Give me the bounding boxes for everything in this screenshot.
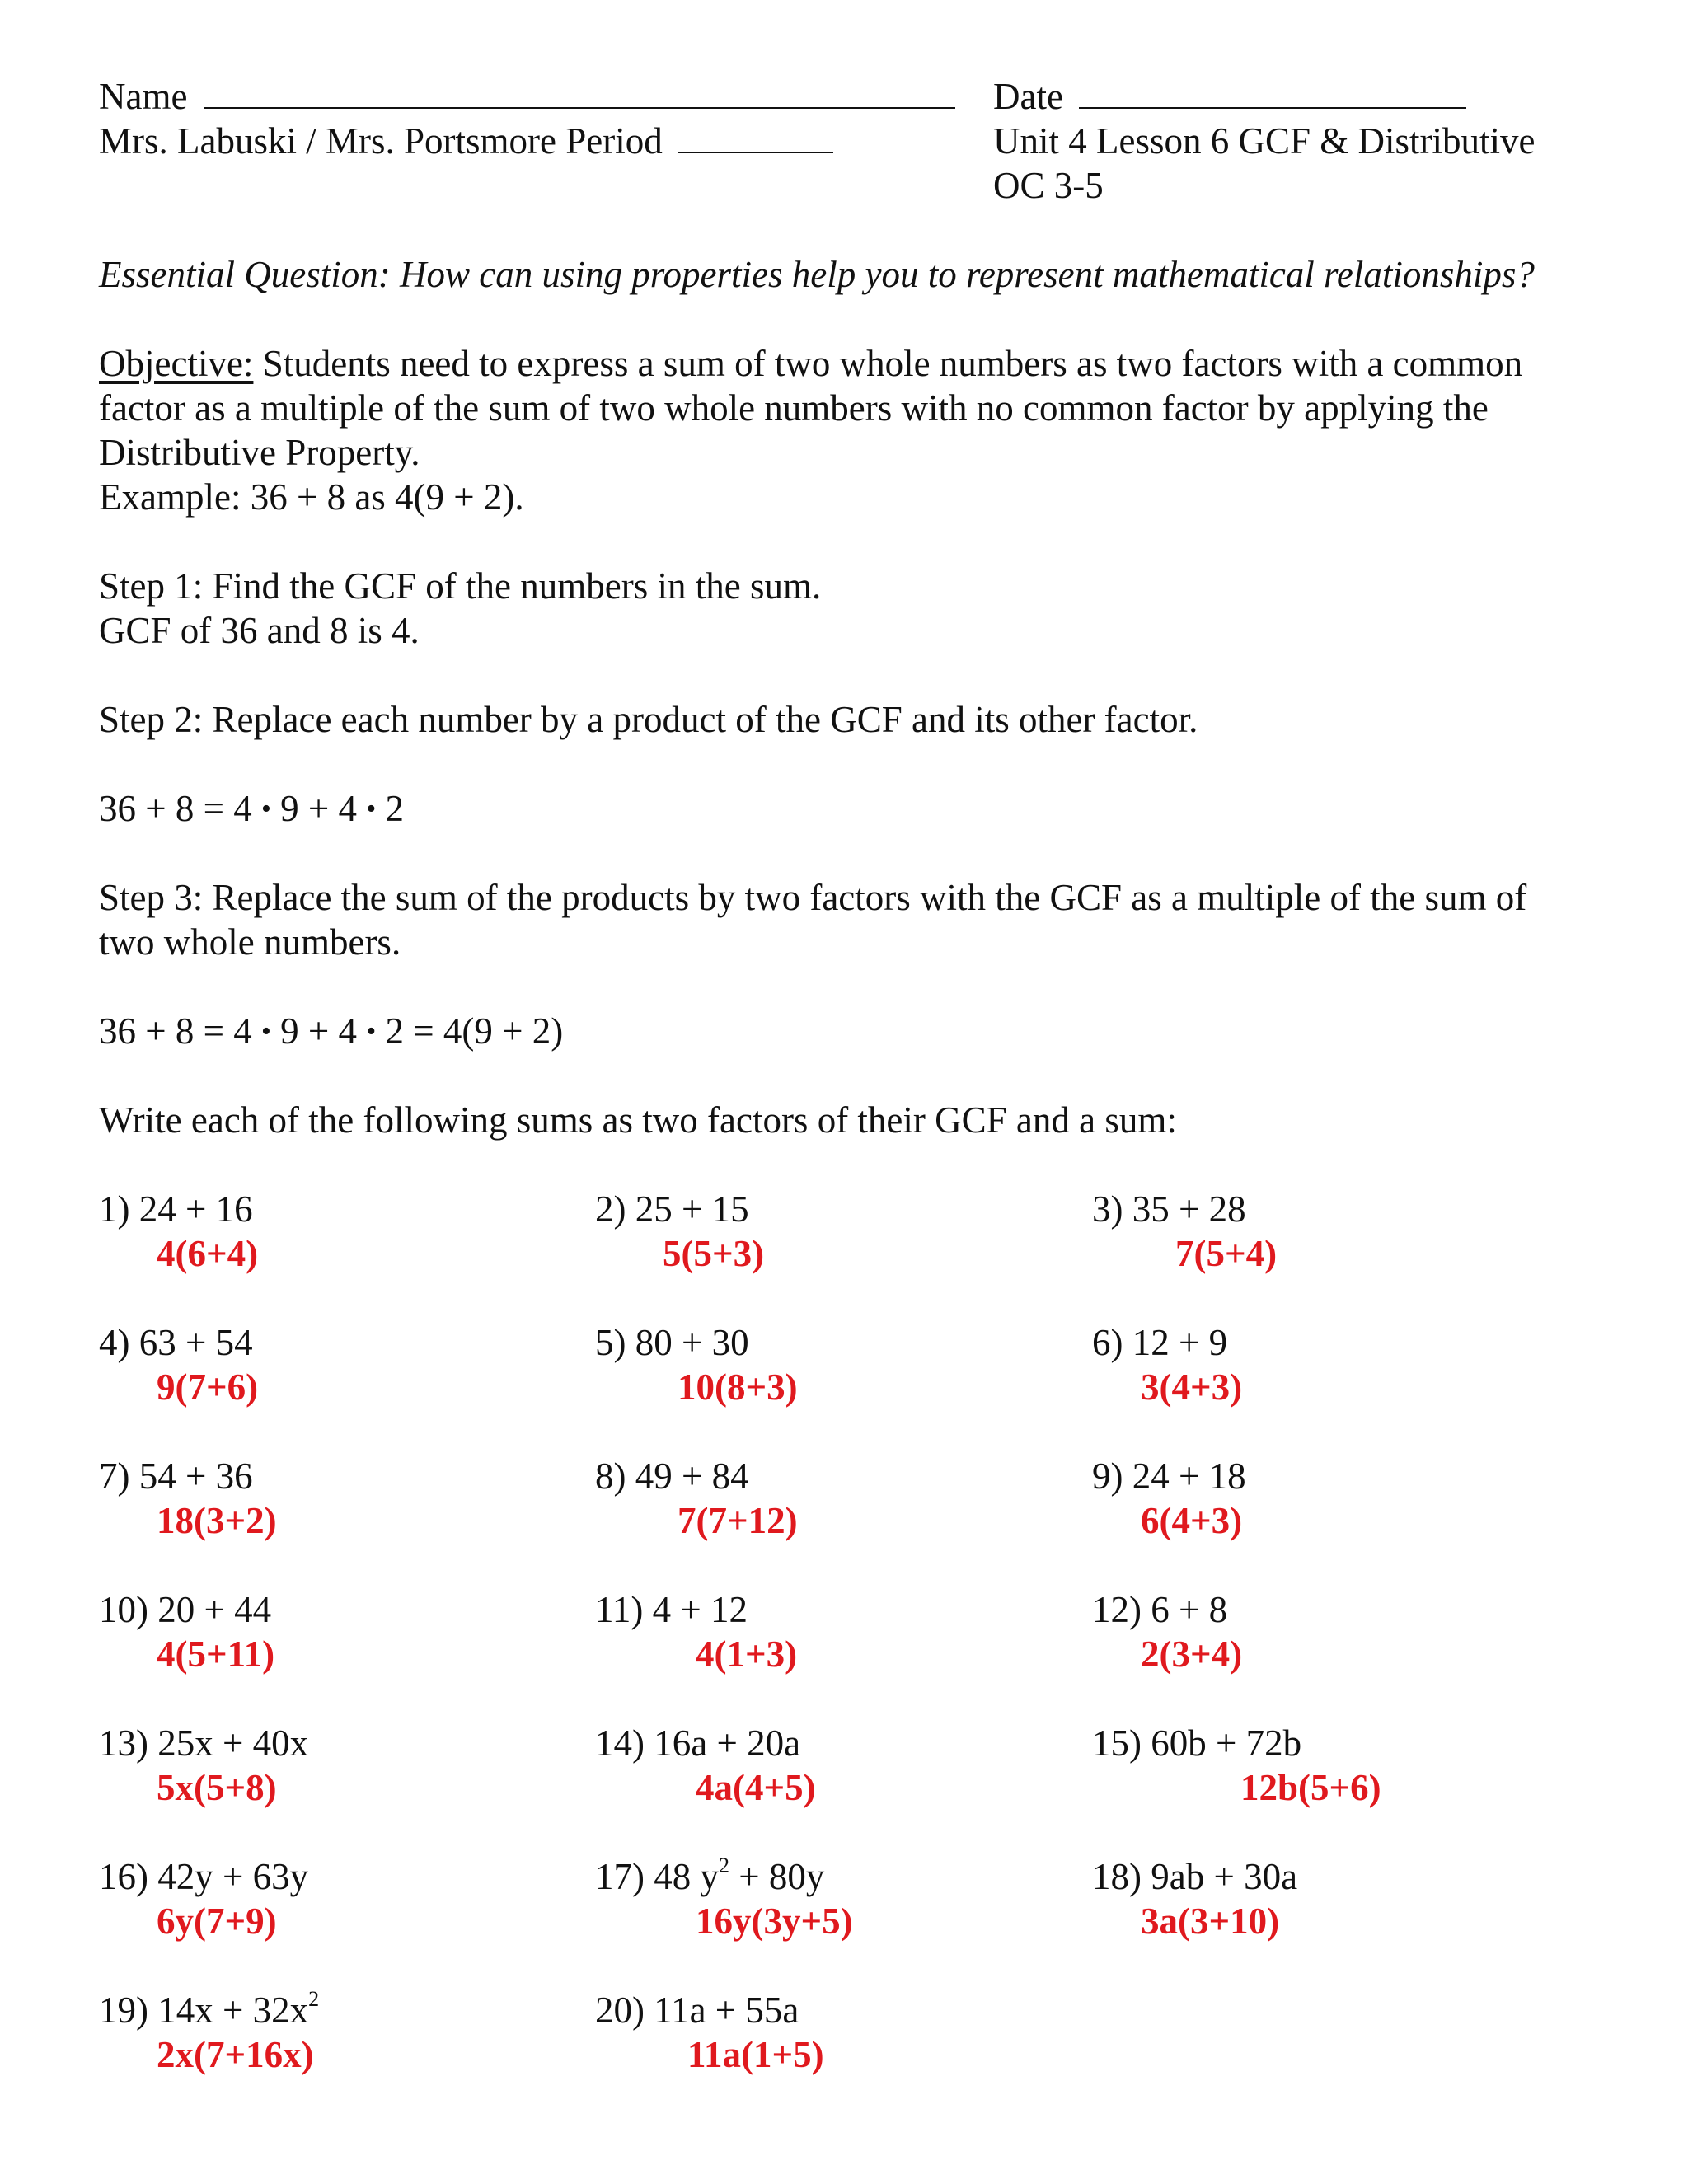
bullet-dot: • [366,1016,377,1047]
answer-6: 3(4+3) [1141,1366,1243,1408]
problem-17-base: 17) 48 y [595,1856,719,1897]
oc-code: OC 3-5 [993,165,1104,206]
date-line [993,74,1466,119]
problem-14: 14) 16a + 20a [595,1722,801,1764]
step-2-eq-part-a: 36 + 8 = 4 [99,788,262,829]
objective-line-2: factor as a multiple of the sum of two whole numbers with no common factor by applying the [99,387,1489,429]
step-3-eq-part-b: 9 + 4 [270,1010,367,1052]
answer-16: 6y(7+9) [157,1900,277,1942]
answer-15: 12b(5+6) [1240,1767,1381,1808]
step-2: Step 2: Replace each number by a product of the GCF and its other factor. [99,699,1198,740]
date-label: Date [993,76,1063,117]
problem-6: 6) 12 + 9 [1092,1322,1228,1363]
step-1: Step 1: Find the GCF of the numbers in the sum. [99,565,822,607]
answer-1: 4(6+4) [157,1233,259,1274]
answer-19: 2x(7+16x) [157,2034,314,2075]
name-line [99,74,955,119]
step-3-equation [99,1009,563,1054]
step-1-detail: GCF of 36 and 8 is 4. [99,610,420,651]
objective-line-3: Distributive Property. [99,432,420,473]
step-2-equation [99,786,404,832]
answer-9: 6(4+3) [1141,1500,1243,1541]
problem-19-exponent: 2 [308,1987,320,2011]
instructions: Write each of the following sums as two factors of their GCF and a sum: [99,1099,1177,1141]
problem-9: 9) 24 + 18 [1092,1455,1246,1497]
step-2-eq-part-c: 2 [376,788,404,829]
answer-18: 3a(3+10) [1141,1900,1280,1942]
problem-15: 15) 60b + 72b [1092,1722,1302,1764]
answer-10: 4(5+11) [157,1633,275,1675]
date-blank [1079,74,1466,109]
problem-13: 13) 25x + 40x [99,1722,309,1764]
problem-19 [99,1988,319,2032]
step-3-line-2: two whole numbers. [99,921,401,963]
problem-17-exponent: 2 [719,1854,729,1877]
objective-label: Objective: [99,343,254,384]
essential-question: Essential Question: How can using properties help you to represent mathematical relationships? [99,254,1535,295]
problem-17 [595,1854,824,1899]
teacher-period: Mrs. Labuski / Mrs. Portsmore Period [99,120,663,162]
name-label: Name [99,76,188,117]
problem-19-base: 19) 14x + 32x [99,1990,309,2031]
problem-1: 1) 24 + 16 [99,1188,253,1230]
answer-7: 18(3+2) [157,1500,277,1541]
answer-8: 7(7+12) [678,1500,798,1541]
answer-20: 11a(1+5) [687,2034,824,2075]
name-blank [204,74,955,109]
unit-title: Unit 4 Lesson 6 GCF & Distributive [993,120,1536,162]
problem-5: 5) 80 + 30 [595,1322,749,1363]
answer-3: 7(5+4) [1175,1233,1278,1274]
period-blank [678,119,833,153]
problem-7: 7) 54 + 36 [99,1455,253,1497]
answer-5: 10(8+3) [678,1366,798,1408]
bullet-dot: • [261,794,271,824]
answer-17: 16y(3y+5) [696,1900,853,1942]
answer-12: 2(3+4) [1141,1633,1243,1675]
objective-text-1: Students need to express a sum of two whole numbers as two factors with a common [253,343,1523,384]
step-3-line-1: Step 3: Replace the sum of the products by two factors with the GCF as a multiple of the sum of [99,877,1527,918]
problem-10: 10) 20 + 44 [99,1589,272,1630]
problem-4: 4) 63 + 54 [99,1322,253,1363]
problem-2: 2) 25 + 15 [595,1188,749,1230]
step-3-eq-part-c: 2 = 4(9 + 2) [376,1010,564,1052]
problem-17-rest: + 80y [729,1856,825,1897]
step-2-eq-part-b: 9 + 4 [270,788,367,829]
answer-4: 9(7+6) [157,1366,259,1408]
problem-11: 11) 4 + 12 [595,1589,748,1630]
bullet-dot: • [366,794,377,824]
teacher-period-line [99,119,833,163]
answer-13: 5x(5+8) [157,1767,277,1808]
problem-3: 3) 35 + 28 [1092,1188,1246,1230]
step-3-eq-part-a: 36 + 8 = 4 [99,1010,262,1052]
objective-line-1 [99,341,1522,386]
problem-16: 16) 42y + 63y [99,1856,309,1897]
problem-8: 8) 49 + 84 [595,1455,749,1497]
answer-14: 4a(4+5) [696,1767,816,1808]
problem-20: 20) 11a + 55a [595,1990,799,2031]
problem-12: 12) 6 + 8 [1092,1589,1228,1630]
answer-2: 5(5+3) [663,1233,765,1274]
bullet-dot: • [261,1016,271,1047]
objective-example: Example: 36 + 8 as 4(9 + 2). [99,476,524,518]
answer-11: 4(1+3) [696,1633,798,1675]
problem-18: 18) 9ab + 30a [1092,1856,1298,1897]
